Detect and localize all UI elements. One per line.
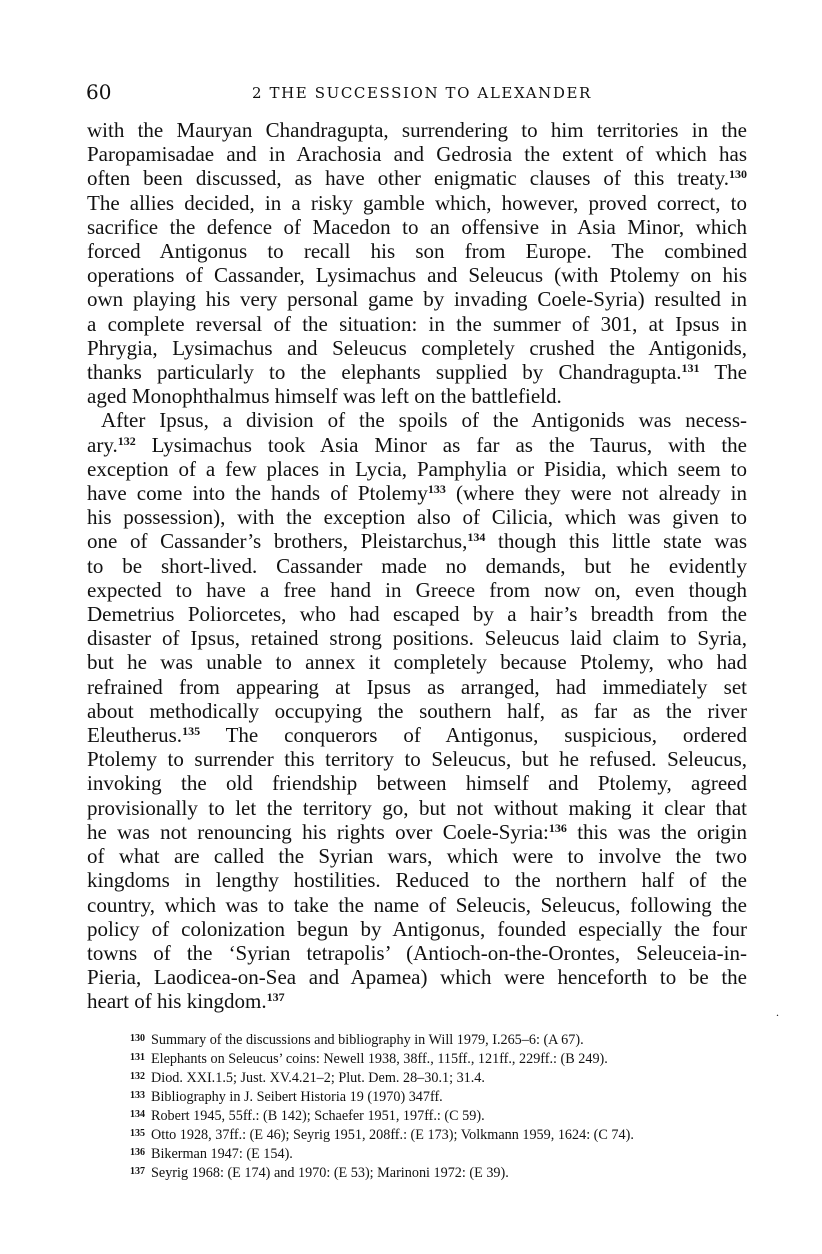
footnote-ref: 132	[117, 433, 136, 448]
margin-mark: .	[776, 1005, 779, 1019]
footnote-ref: 136	[548, 820, 567, 835]
line-text: provisionally to let the territory go, but not without making it clear that	[87, 795, 747, 820]
line-text: often been discussed, as have other enigmatic clauses of this treaty.	[87, 166, 729, 191]
text-line	[87, 239, 747, 263]
text-line	[87, 142, 747, 166]
text-line	[87, 554, 747, 578]
text-line	[87, 336, 747, 360]
text-line	[87, 312, 747, 336]
footnote	[130, 1163, 730, 1182]
line-text: refrained from appearing at Ipsus as arranged, had immediately set	[87, 674, 747, 699]
text-line	[87, 433, 747, 457]
footnote-number: 133	[130, 1090, 145, 1101]
page-number: 60	[86, 80, 112, 104]
footnote-text: Summary of the discussions and bibliography in Will 1979, I.265–6: (A 67).	[151, 1032, 584, 1048]
line-text: heart of his kingdom.	[87, 989, 267, 1014]
text-line	[87, 191, 747, 215]
text-line	[87, 505, 747, 529]
footnote-text: Robert 1945, 55ff.: (B 142); Schaefer 1951, 197ff.: (C 59).	[151, 1108, 485, 1124]
line-text: Paropamisadae and in Arachosia and Gedrosia the extent of which has	[87, 142, 747, 167]
text-line	[87, 747, 747, 771]
line-text-after: this was the origin	[566, 819, 747, 844]
line-text: forced Antigonus to recall his son from Europe. The combined	[87, 239, 747, 264]
footnote-ref: 134	[467, 530, 486, 545]
text-line	[87, 602, 747, 626]
line-text-after: though this little state was	[485, 529, 747, 554]
line-text: Pieria, Laodicea-on-Sea and Apamea) which were henceforth to be the	[87, 965, 747, 990]
text-line	[87, 820, 747, 844]
line-text: own playing his very personal game by invading Coele-Syria) resulted in	[87, 287, 747, 312]
footnote	[130, 1125, 730, 1144]
line-text: thanks particularly to the elephants supplied by Chandragupta.	[87, 360, 682, 385]
footnote-number: 137	[130, 1166, 145, 1177]
line-text: The allies decided, in a risky gamble which, however, proved correct, to	[87, 190, 747, 215]
text-line	[87, 989, 747, 1013]
footnotes	[130, 1030, 730, 1182]
line-text-after: (where they were not already in	[445, 481, 747, 506]
footnote-number: 130	[130, 1033, 145, 1044]
running-head: 2 THE SUCCESSION TO ALEXANDER	[252, 84, 592, 102]
line-text: disaster of Ipsus, retained strong positions. Seleucus laid claim to Syria,	[87, 626, 747, 651]
text-line	[87, 166, 747, 190]
footnote-number: 131	[130, 1052, 145, 1063]
line-text: country, which was to take the name of Seleucis, Seleucus, following the	[87, 892, 747, 917]
text-line	[87, 796, 747, 820]
line-text: his possession), with the exception also of Cilicia, which was given to	[87, 505, 747, 530]
text-line	[87, 529, 747, 553]
footnote-text: Diod. XXI.1.5; Just. XV.4.21–2; Plut. Dem. 28–30.1; 31.4.	[151, 1070, 485, 1086]
line-text: have come into the hands of Ptolemy	[87, 481, 428, 506]
line-text: one of Cassander’s brothers, Pleistarchus,	[87, 529, 468, 554]
footnote-ref: 133	[427, 482, 446, 497]
line-text: of what are called the Syrian wars, which were to involve the two	[87, 844, 747, 869]
line-text: ary.	[87, 432, 118, 457]
text-line	[87, 675, 747, 699]
text-line	[87, 481, 747, 505]
line-text: operations of Cassander, Lysimachus and Seleucus (with Ptolemy on his	[87, 263, 747, 288]
text-line	[87, 771, 747, 795]
text-line	[87, 215, 747, 239]
line-text: Demetrius Poliorcetes, who had escaped by a hair’s breadth from the	[87, 602, 747, 627]
footnote	[130, 1049, 730, 1068]
line-text: expected to have a free hand in Greece from now on, even though	[87, 577, 747, 602]
line-text-after: The	[699, 360, 747, 385]
text-line	[87, 118, 747, 142]
text-line	[87, 893, 747, 917]
line-text: with the Mauryan Chandragupta, surrendering to him territories in the	[87, 118, 747, 142]
line-text: a complete reversal of the situation: in the summer of 301, at Ipsus in	[87, 311, 747, 336]
footnote-number: 136	[130, 1147, 145, 1158]
text-line	[87, 941, 747, 965]
line-text: but he was unable to annex it completely because Ptolemy, who had	[87, 650, 747, 675]
footnote-number: 134	[130, 1109, 145, 1120]
body-text	[87, 118, 747, 1014]
text-line	[87, 699, 747, 723]
footnote-text: Bibliography in J. Seibert Historia 19 (1970) 347ff.	[151, 1089, 443, 1105]
text-line	[87, 868, 747, 892]
line-text: Phrygia, Lysimachus and Seleucus completely crushed the Antigonids,	[87, 335, 747, 360]
footnote-text: Seyrig 1968: (E 174) and 1970: (E 53); Marinoni 1972: (E 39).	[151, 1165, 509, 1181]
line-text: sacrifice the defence of Macedon to an offensive in Asia Minor, which	[87, 214, 747, 239]
text-line	[87, 457, 747, 481]
text-line	[87, 287, 747, 311]
text-line	[87, 723, 747, 747]
text-line	[87, 408, 747, 432]
footnote	[130, 1106, 730, 1125]
footnote	[130, 1144, 730, 1163]
footnote-number: 132	[130, 1071, 145, 1082]
text-line	[87, 844, 747, 868]
line-text-after: The conquerors of Antigonus, suspicious, ordered	[200, 723, 747, 748]
footnote-text: Bikerman 1947: (E 154).	[151, 1146, 293, 1162]
footnote-text: Otto 1928, 37ff.: (E 46); Seyrig 1951, 208ff.: (E 173); Volkmann 1959, 1624: (C 74).	[151, 1127, 634, 1143]
line-text: kingdoms in lengthy hostilities. Reduced to the northern half of the	[87, 868, 747, 893]
footnote-number: 135	[130, 1128, 145, 1139]
line-text: to be short-lived. Cassander made no demands, but he evidently	[87, 553, 747, 578]
text-line	[87, 384, 747, 408]
footnote-ref: 130	[729, 167, 747, 182]
footnote-ref: 131	[681, 361, 700, 376]
line-text: aged Monophthalmus himself was left on the battlefield.	[87, 384, 562, 409]
line-text: After Ipsus, a division of the spoils of the Antigonids was necess-	[101, 408, 747, 433]
page-header	[86, 80, 746, 106]
footnote	[130, 1068, 730, 1087]
footnote	[130, 1087, 730, 1106]
line-text: about methodically occupying the southern half, as far as the river	[87, 698, 747, 723]
line-text: towns of the ‘Syrian tetrapolis’ (Antioch-on-the-Orontes, Seleuceia-in-	[87, 940, 747, 965]
text-line	[87, 578, 747, 602]
line-text: invoking the old friendship between himself and Ptolemy, agreed	[87, 771, 747, 796]
line-text: Eleutherus.	[87, 723, 183, 748]
text-line	[87, 917, 747, 941]
footnote	[130, 1030, 730, 1049]
text-line	[87, 650, 747, 674]
text-line	[87, 360, 747, 384]
footnote-ref: 137	[266, 990, 285, 1005]
line-text: exception of a few places in Lycia, Pamphylia or Pisidia, which seem to	[87, 456, 747, 481]
text-line	[87, 263, 747, 287]
line-text-after: Lysimachus took Asia Minor as far as the Taurus, with the	[135, 432, 747, 457]
footnote-text: Elephants on Seleucus’ coins: Newell 1938, 38ff., 115ff., 121ff., 229ff.: (B 249).	[151, 1051, 608, 1067]
line-text: Ptolemy to surrender this territory to Seleucus, but he refused. Seleucus,	[87, 747, 747, 772]
text-line	[87, 965, 747, 989]
footnote-ref: 135	[182, 724, 201, 739]
line-text: he was not renouncing his rights over Coele-Syria:	[87, 819, 549, 844]
text-line	[87, 626, 747, 650]
line-text: policy of colonization begun by Antigonus, founded especially the four	[87, 916, 747, 941]
